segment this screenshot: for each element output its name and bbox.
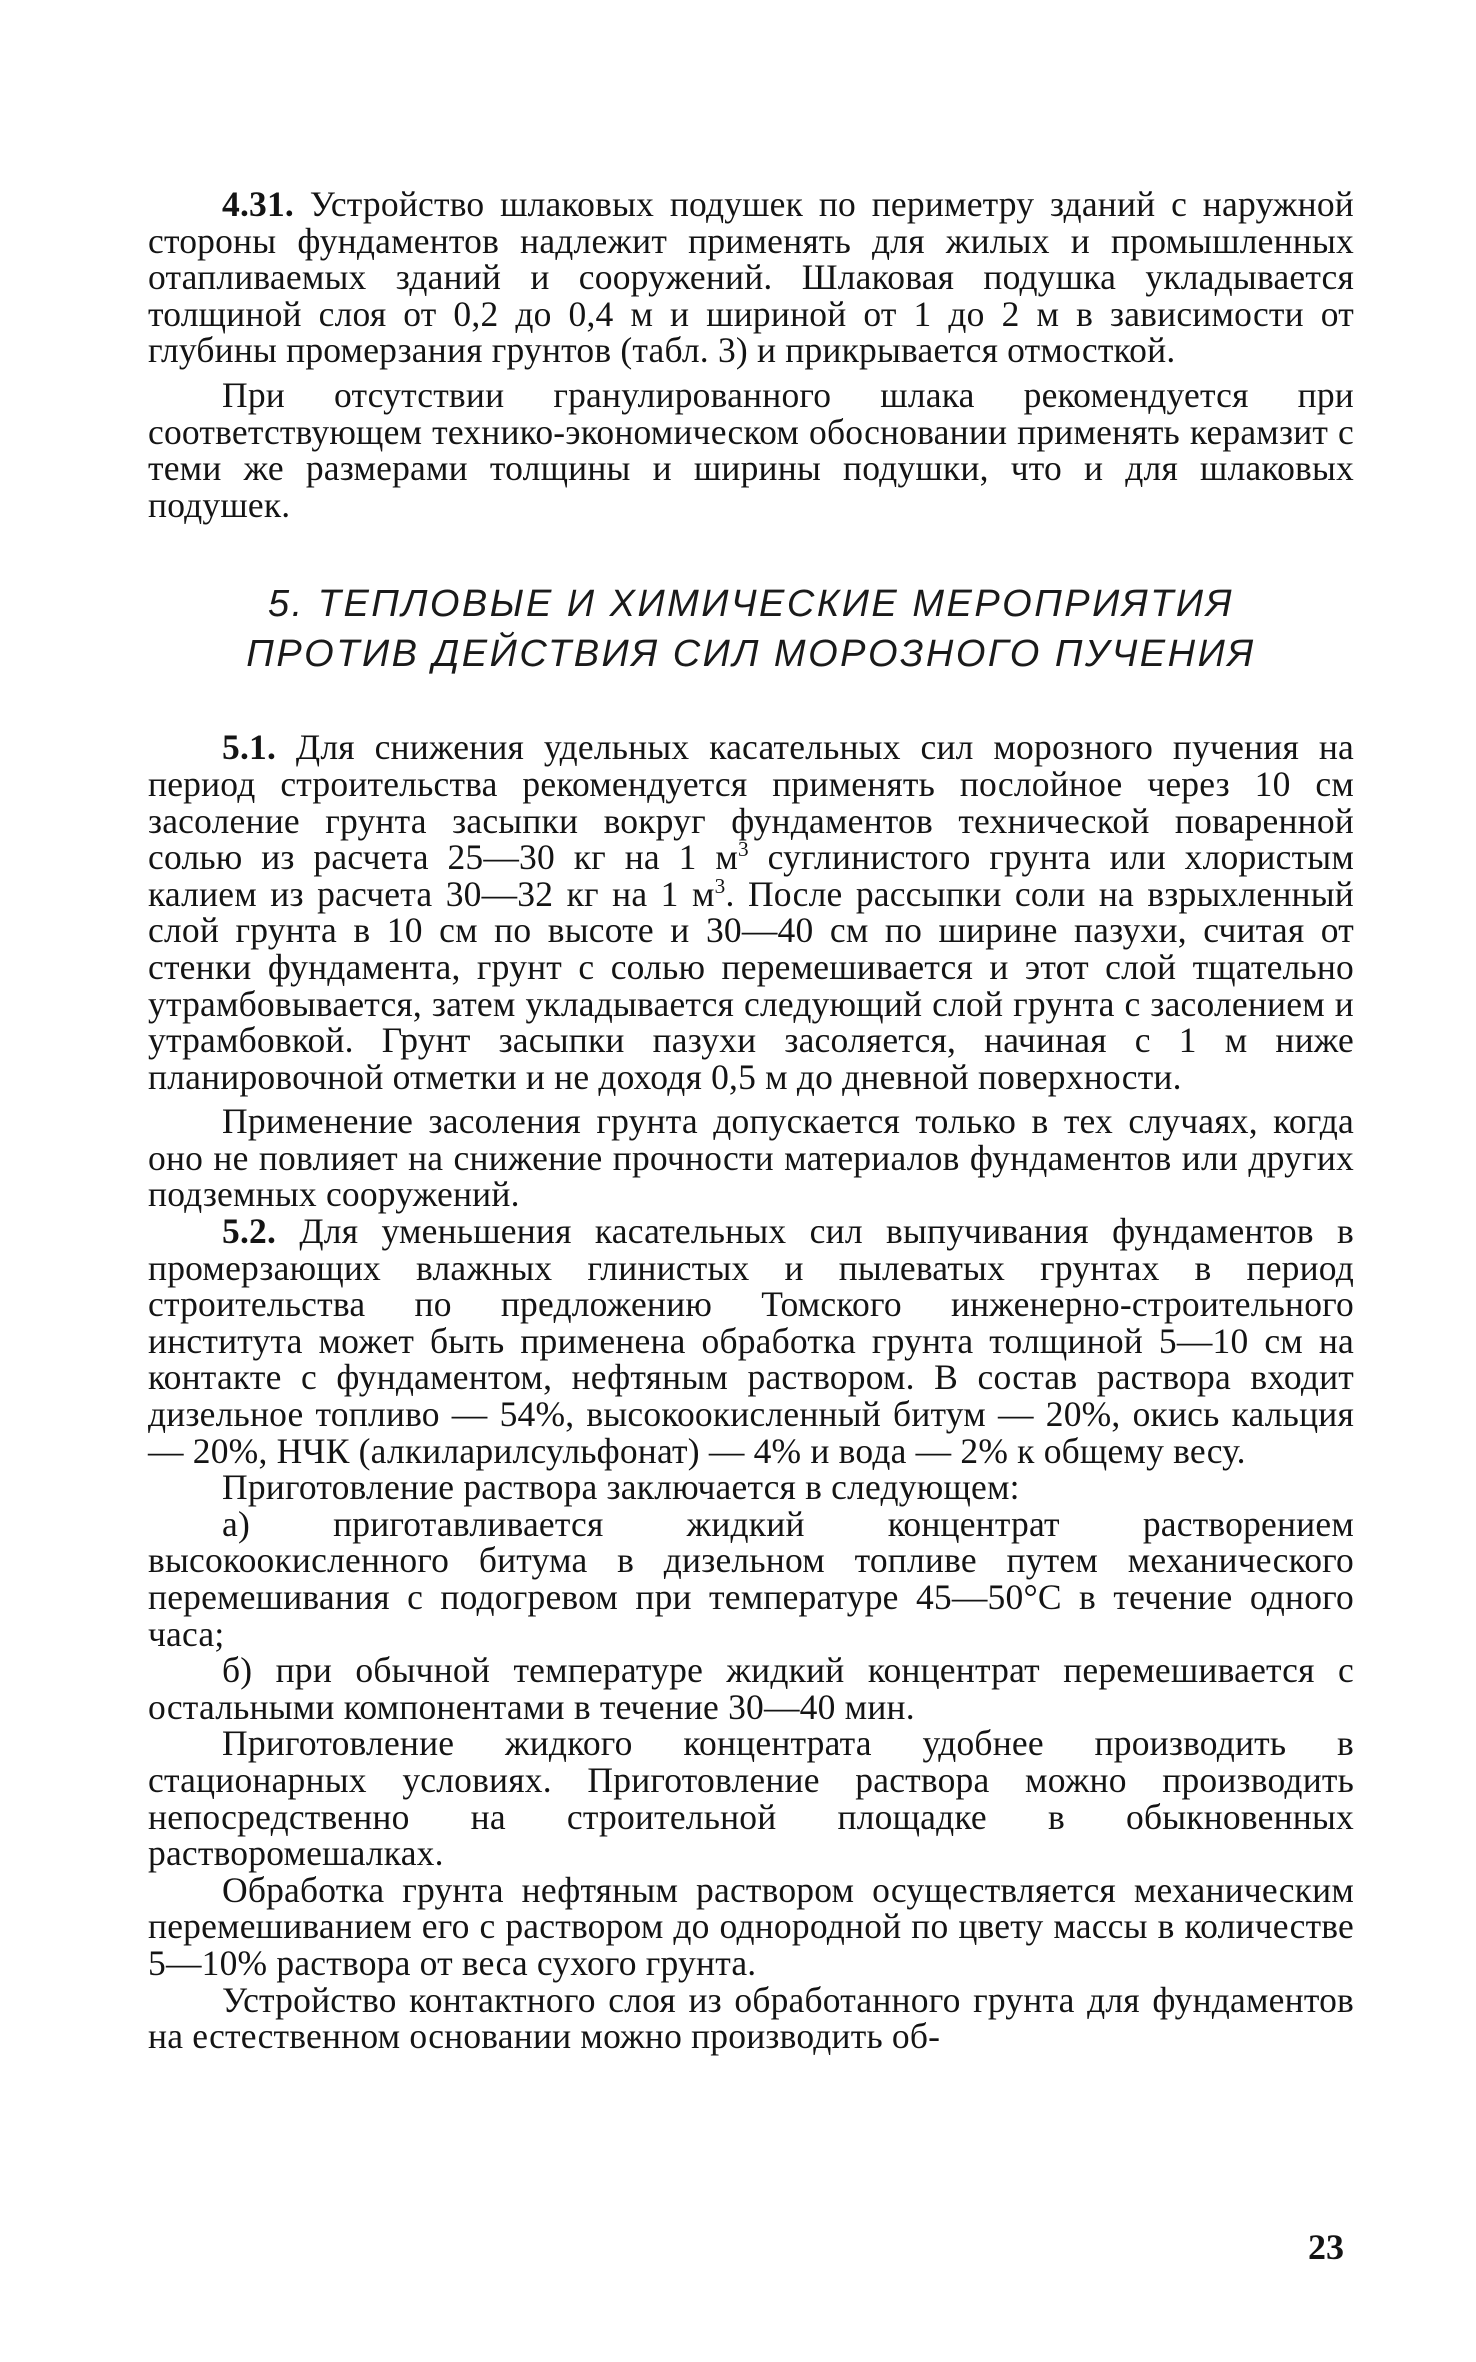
paragraph-text: Устройство контактного слоя из обработанного грунта для фундаментов на естественном основании можно производить об- bbox=[148, 1979, 1354, 2057]
paragraph-text: Приготовление раствора заключается в следующем: bbox=[222, 1467, 1020, 1508]
paragraph-contact-layer bbox=[148, 1979, 1354, 2057]
list-item-a bbox=[148, 1503, 1354, 1654]
paragraph-number: 4.31. bbox=[222, 184, 294, 224]
list-item-b bbox=[148, 1652, 1354, 1725]
paragraph-text: б) при обычной температуре жидкий концентрат перемешивается с остальными компонентами в течение 30—40 мин. bbox=[148, 1650, 1354, 1727]
paragraph-4-31-continued bbox=[148, 374, 1354, 525]
paragraph-5-1 bbox=[148, 729, 1354, 1095]
superscript: 3 bbox=[714, 873, 726, 898]
paragraph-text: а) приготавливается жидкий концентрат растворением высокоокисленного битума в дизельном топливе путем механического перемешивания с подогревом при температуре 45—50°С в течение одного часа; bbox=[148, 1503, 1354, 1654]
superscript: 3 bbox=[738, 837, 749, 862]
paragraph-text: Для уменьшения касательных сил выпучивания фундаментов в промерзающих влажных глинистых и пылеватых грунтах в период строительства по предложению Томского инженерно-строительного института может быть применена обработка грунта толщиной 5—10 см на контакте с фундаментом, нефтяным раствором. В состав раствора входит дизельное топливо — 54%, высокоокисленный битум — 20%, окись кальция — 20%, НЧК (алкиларилсульфонат) — 4% и вода — 2% к общему весу. bbox=[148, 1211, 1355, 1471]
section-heading bbox=[148, 579, 1354, 679]
paragraph-number: 5.2. bbox=[222, 1211, 277, 1252]
page-content bbox=[148, 186, 1354, 2055]
paragraph-text: Устройство шлаковых подушек по периметру зданий с наружной стороны фундаментов надлежит применять для жилых и промышленных отапливаемых зданий и сооружений. Шлаковая подушка укладывается толщиной слоя от 0,2 до 0,4 м и шириной от 1 до 2 м в зависимости от глубины промерзания грунтов (табл. 3) и прикрывается отмосткой. bbox=[148, 184, 1354, 371]
paragraph-text: Применение засоления грунта допускается только в тех случаях, когда оно не повлияет на снижение прочности материалов фундаментов или других подземных сооружений. bbox=[148, 1101, 1354, 1215]
paragraph-text-part-b: суглинистого грунта или хлористым калием из расчета 30—32 кг на 1 м bbox=[148, 837, 1355, 914]
paragraph-text: Обработка грунта нефтяным раствором осуществляется механическим перемешиванием его с раствором до однородной по цвету массы в количестве 5—10% раствора от веса сухого грунта. bbox=[148, 1869, 1354, 1983]
section-heading-line-1: 5. ТЕПЛОВЫЕ И ХИМИЧЕСКИЕ МЕРОПРИЯТИЯ bbox=[267, 583, 1234, 626]
paragraph-text: Приготовление жидкого концентрата удобнее производить в стационарных условиях. Приготовление раствора можно производить непосредственно на строительной площадке в обыкновенных растворомешалках. bbox=[148, 1723, 1354, 1874]
paragraph-5-1-continued bbox=[148, 1103, 1354, 1213]
paragraph-text-part-c: . После рассыпки соли на взрыхленный слой грунта в 10 см по высоте и 30—40 см по ширине пазухи, считая от стенки фундамента, грунт с солью перемешивается и этот слой тщательно утрамбовывается, затем укладывается следующий слой грунта с засолением и утрамбовкой. Грунт засыпки пазухи засоляется, начиная с 1 м ниже планировочной отметки и не доходя 0,5 м до дневной поверхности. bbox=[148, 873, 1354, 1097]
paragraph-text: При отсутствии гранулированного шлака рекомендуется при соответствующем технико-экономическом обосновании применять керамзит с теми же размерами толщины и ширины подушки, что и для шлаковых подушек. bbox=[148, 374, 1354, 525]
page-number: 23 bbox=[1308, 2227, 1344, 2267]
paragraph-preparation-intro bbox=[148, 1469, 1354, 1506]
paragraph-treatment bbox=[148, 1869, 1354, 1983]
paragraph-text-part-a: Для снижения удельных касательных сил морозного пучения на период строительства рекомендуется применять послойное через 10 см засоление грунта засыпки вокруг фундаментов технической поваренной солью из расчета 25—30 кг на 1 м bbox=[148, 727, 1355, 878]
paragraph-number: 5.1. bbox=[222, 727, 277, 768]
paragraph-4-31 bbox=[148, 186, 1354, 369]
section-heading-line-2: ПРОТИВ ДЕЙСТВИЯ СИЛ МОРОЗНОГО ПУЧЕНИЯ bbox=[246, 633, 1256, 676]
paragraph-5-2 bbox=[148, 1213, 1354, 1469]
paragraph-concentrate bbox=[148, 1723, 1354, 1874]
